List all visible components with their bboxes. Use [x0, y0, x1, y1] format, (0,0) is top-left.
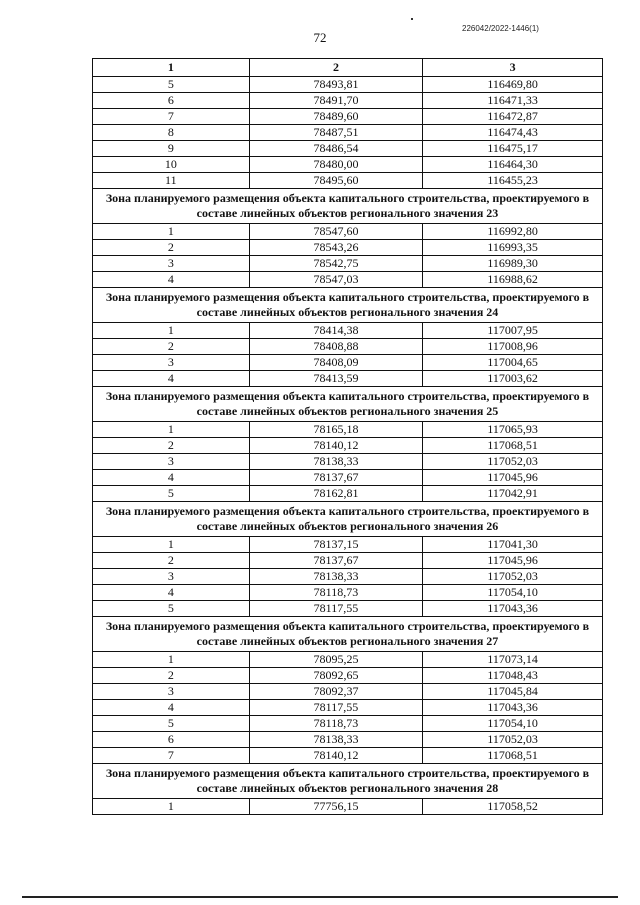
x-coordinate-cell: 78138,33 [249, 569, 423, 585]
y-coordinate-cell: 117042,91 [423, 486, 603, 502]
table-row [93, 173, 603, 189]
zone-title: Зона планируемого размещения объекта капитального строительства, проектируемого в составе линейных объектов регионального значения 24 [93, 288, 603, 323]
point-number-cell: 8 [93, 125, 250, 141]
point-number-cell: 2 [93, 553, 250, 569]
y-coordinate-cell: 117065,93 [423, 422, 603, 438]
table-row [93, 470, 603, 486]
y-coordinate-cell: 116474,43 [423, 125, 603, 141]
point-number-cell: 4 [93, 470, 250, 486]
x-coordinate-cell: 78137,67 [249, 470, 423, 486]
point-number-cell: 10 [93, 157, 250, 173]
point-number-cell: 7 [93, 109, 250, 125]
x-coordinate-cell: 78493,81 [249, 77, 423, 93]
table-row [93, 141, 603, 157]
table-row [93, 684, 603, 700]
y-coordinate-cell: 117041,30 [423, 537, 603, 553]
point-number-cell: 7 [93, 748, 250, 764]
x-coordinate-cell: 78487,51 [249, 125, 423, 141]
x-coordinate-cell: 78092,37 [249, 684, 423, 700]
y-coordinate-cell: 117052,03 [423, 454, 603, 470]
y-coordinate-cell: 117073,14 [423, 652, 603, 668]
x-coordinate-cell: 78408,09 [249, 355, 423, 371]
y-coordinate-cell: 117008,96 [423, 339, 603, 355]
point-number-cell: 4 [93, 371, 250, 387]
y-coordinate-cell: 117045,96 [423, 553, 603, 569]
y-coordinate-cell: 117043,36 [423, 601, 603, 617]
y-coordinate-cell: 116469,80 [423, 77, 603, 93]
table-row [93, 486, 603, 502]
x-coordinate-cell: 78117,55 [249, 700, 423, 716]
table-row [93, 355, 603, 371]
point-number-cell: 2 [93, 339, 250, 355]
point-number-cell: 1 [93, 537, 250, 553]
point-number-cell: 2 [93, 240, 250, 256]
point-number-cell: 3 [93, 684, 250, 700]
table-row [93, 553, 603, 569]
zone-title: Зона планируемого размещения объекта капитального строительства, проектируемого в составе линейных объектов регионального значения 25 [93, 387, 603, 422]
y-coordinate-cell: 116475,17 [423, 141, 603, 157]
y-coordinate-cell: 116993,35 [423, 240, 603, 256]
y-coordinate-cell: 117054,10 [423, 716, 603, 732]
y-coordinate-cell: 116464,30 [423, 157, 603, 173]
point-number-cell: 3 [93, 569, 250, 585]
table-row [93, 109, 603, 125]
table-row [93, 601, 603, 617]
point-number-cell: 1 [93, 422, 250, 438]
scan-bottom-rule [22, 896, 618, 898]
y-coordinate-cell: 117045,84 [423, 684, 603, 700]
point-number-cell: 9 [93, 141, 250, 157]
table-row [93, 157, 603, 173]
point-number-cell: 5 [93, 716, 250, 732]
table-row [93, 339, 603, 355]
x-coordinate-cell: 78138,33 [249, 732, 423, 748]
x-coordinate-cell: 78138,33 [249, 454, 423, 470]
zone-title: Зона планируемого размещения объекта капитального строительства, проектируемого в составе линейных объектов регионального значения 27 [93, 617, 603, 652]
document-id: 226042/2022-1446(1) [462, 24, 539, 33]
table-row [93, 799, 603, 815]
x-coordinate-cell: 78495,60 [249, 173, 423, 189]
zone-title: Зона планируемого размещения объекта капитального строительства, проектируемого в составе линейных объектов регионального значения 26 [93, 502, 603, 537]
y-coordinate-cell: 117058,52 [423, 799, 603, 815]
table-row [93, 272, 603, 288]
x-coordinate-cell: 78542,75 [249, 256, 423, 272]
x-coordinate-cell: 78137,15 [249, 537, 423, 553]
point-number-cell: 1 [93, 224, 250, 240]
zone-title-row [93, 502, 603, 537]
zone-title-row [93, 617, 603, 652]
table-row [93, 668, 603, 684]
column-header: 3 [423, 59, 603, 77]
x-coordinate-cell: 78118,73 [249, 716, 423, 732]
y-coordinate-cell: 117045,96 [423, 470, 603, 486]
y-coordinate-cell: 117004,65 [423, 355, 603, 371]
y-coordinate-cell: 116471,33 [423, 93, 603, 109]
point-number-cell: 2 [93, 668, 250, 684]
point-number-cell: 11 [93, 173, 250, 189]
x-coordinate-cell: 78140,12 [249, 438, 423, 454]
point-number-cell: 5 [93, 601, 250, 617]
x-coordinate-cell: 78408,88 [249, 339, 423, 355]
x-coordinate-cell: 78543,26 [249, 240, 423, 256]
x-coordinate-cell: 78414,38 [249, 323, 423, 339]
column-header: 1 [93, 59, 250, 77]
y-coordinate-cell: 116472,87 [423, 109, 603, 125]
x-coordinate-cell: 77756,15 [249, 799, 423, 815]
table-row [93, 438, 603, 454]
table-row [93, 537, 603, 553]
x-coordinate-cell: 78480,00 [249, 157, 423, 173]
x-coordinate-cell: 78092,65 [249, 668, 423, 684]
x-coordinate-cell: 78491,70 [249, 93, 423, 109]
zone-title-row [93, 387, 603, 422]
y-coordinate-cell: 117052,03 [423, 732, 603, 748]
x-coordinate-cell: 78118,73 [249, 585, 423, 601]
table-row [93, 454, 603, 470]
point-number-cell: 1 [93, 799, 250, 815]
page-number: 72 [313, 30, 327, 45]
table-row [93, 371, 603, 387]
x-coordinate-cell: 78137,67 [249, 553, 423, 569]
y-coordinate-cell: 116988,62 [423, 272, 603, 288]
column-header: 2 [249, 59, 423, 77]
table-row [93, 422, 603, 438]
x-coordinate-cell: 78547,03 [249, 272, 423, 288]
point-number-cell: 1 [93, 652, 250, 668]
y-coordinate-cell: 117048,43 [423, 668, 603, 684]
y-coordinate-cell: 117003,62 [423, 371, 603, 387]
table-row [93, 652, 603, 668]
y-coordinate-cell: 116455,23 [423, 173, 603, 189]
point-number-cell: 6 [93, 732, 250, 748]
table-row [93, 256, 603, 272]
table-row [93, 716, 603, 732]
x-coordinate-cell: 78162,81 [249, 486, 423, 502]
point-number-cell: 4 [93, 700, 250, 716]
table-row [93, 224, 603, 240]
point-number-cell: 5 [93, 486, 250, 502]
table-row [93, 77, 603, 93]
x-coordinate-cell: 78095,25 [249, 652, 423, 668]
point-number-cell: 4 [93, 272, 250, 288]
zone-title-row [93, 288, 603, 323]
x-coordinate-cell: 78547,60 [249, 224, 423, 240]
point-number-cell: 1 [93, 323, 250, 339]
x-coordinate-cell: 78413,59 [249, 371, 423, 387]
y-coordinate-cell: 117068,51 [423, 438, 603, 454]
table-body [93, 77, 603, 815]
y-coordinate-cell: 117052,03 [423, 569, 603, 585]
table-row [93, 748, 603, 764]
x-coordinate-cell: 78165,18 [249, 422, 423, 438]
zone-title-row [93, 764, 603, 799]
table-row [93, 569, 603, 585]
y-coordinate-cell: 117054,10 [423, 585, 603, 601]
table-header-row [93, 59, 603, 77]
y-coordinate-cell: 116989,30 [423, 256, 603, 272]
x-coordinate-cell: 78489,60 [249, 109, 423, 125]
point-number-cell: 2 [93, 438, 250, 454]
point-number-cell: 3 [93, 256, 250, 272]
table-row [93, 240, 603, 256]
x-coordinate-cell: 78117,55 [249, 601, 423, 617]
y-coordinate-cell: 117007,95 [423, 323, 603, 339]
y-coordinate-cell: 117043,36 [423, 700, 603, 716]
point-number-cell: 3 [93, 454, 250, 470]
point-number-cell: 6 [93, 93, 250, 109]
coordinates-table [92, 58, 603, 815]
table-row [93, 323, 603, 339]
scan-speck [411, 18, 413, 20]
table-row [93, 732, 603, 748]
table-row [93, 125, 603, 141]
point-number-cell: 4 [93, 585, 250, 601]
point-number-cell: 3 [93, 355, 250, 371]
point-number-cell: 5 [93, 77, 250, 93]
zone-title: Зона планируемого размещения объекта капитального строительства, проектируемого в составе линейных объектов регионального значения 28 [93, 764, 603, 799]
x-coordinate-cell: 78140,12 [249, 748, 423, 764]
table-row [93, 700, 603, 716]
table-row [93, 585, 603, 601]
zone-title: Зона планируемого размещения объекта капитального строительства, проектируемого в составе линейных объектов регионального значения 23 [93, 189, 603, 224]
y-coordinate-cell: 116992,80 [423, 224, 603, 240]
y-coordinate-cell: 117068,51 [423, 748, 603, 764]
zone-title-row [93, 189, 603, 224]
x-coordinate-cell: 78486,54 [249, 141, 423, 157]
table-row [93, 93, 603, 109]
